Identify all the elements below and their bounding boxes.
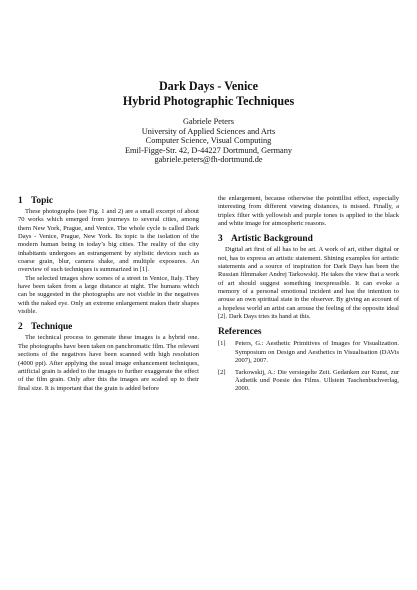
section-title: Technique (31, 322, 73, 333)
section-title: Topic (31, 196, 54, 206)
paragraph: The selected images show scenes of a street in Venice, Italy. They have been taken from a large distance at night. The humans which can be suggested in the photographs are not visible in the negatives with the naked eye. Only an extreme enlargement makes their shapes visible. (18, 274, 199, 316)
author-block (0, 117, 417, 165)
paragraph: These photographs (see Fig. 1 and 2) are a small excerpt of about 70 works which emerged from journeys to several cities, among them New York, Prague, and Venice. The whole cycle is called Dark Days - Venice, Prague, New York. Its topic is the isolation of the modern human being in today’s big cities. The reality of the city inhabitants undergoes an estrangement by stylistic devices such as coarse grain, blur, camera shake, and multiple exposures. An overview of such techniques is summarized in [1]. (18, 208, 199, 274)
reference-label: [1] (218, 340, 226, 348)
author-department: Computer Science, Visual Computing (145, 136, 272, 146)
left-column (18, 195, 199, 393)
author-name: Gabriele Peters (183, 117, 234, 126)
reference-text: Tarkowskij, A.: Die versiegelte Zeit. Gedanken zur Kunst, zur Ästhetik und Poesie des Films. Ullstein Taschenbuchverlag, 2000. (235, 368, 399, 393)
section-number: 3 (218, 234, 223, 245)
section-heading (218, 233, 399, 245)
section-number: 2 (18, 322, 23, 333)
section-number: 1 (18, 196, 23, 206)
section-heading (18, 195, 199, 207)
author-address: Emil-Figge-Str. 42, D-44227 Dortmund, Germany (124, 145, 293, 155)
paragraph: Digital art first of all has to be art. A work of art, either digital or not, has to express an artistic statement. Shining examples for artistic statements and a source of inspiration for Dark Days has been the Russian filmmaker Andrej Tarkowskij. He takes the view that a work of art should suggest something inexpressible. It can evoke a memory of a personal emotional incident and has the intention to arouse an own spiritual state in the observer. By giving an account of a hopeless world an artist can arouse the feeling of the opposite ideal [2]. Dark Days tries its hand at this. (218, 246, 399, 321)
author-affiliation: University of Applied Sciences and Arts (141, 126, 276, 136)
section-title: Artistic Background (231, 234, 313, 245)
paragraph-continued: the enlargement, because otherwise the pointillist effect, especially interesting from different viewing distances, is missed. Finally, a triplex filter with yellowish and purple tones is applied to the black and white image for atmospheric reasons. (218, 195, 399, 228)
right-column (218, 195, 399, 397)
reference-text: Peters, G.: Aesthetic Primitives of Images for Visualization. Symposium on Design and Aesthetics in Visualisation (DAVis 2007), 2007. (235, 340, 399, 365)
title-line-2: Hybrid Photographic Techniques (122, 94, 295, 108)
section-heading (18, 321, 199, 333)
author-email: gabriele.peters@fh-dortmund.de (154, 155, 263, 165)
references-heading: References (218, 327, 262, 338)
paper-title (0, 79, 417, 109)
reference-item (218, 340, 399, 365)
reference-label: [2] (218, 368, 226, 376)
paragraph: The technical process to generate these images is a hybrid one. The photographs have been taken on panchromatic film. The relevant sections of the negatives have been scanned with high resolution (4000 ppi). After applying the usual image enhancement techniques, artificial grain is added to the images to further exaggerate the effect of the film grain. Only after this the images are scaled up to their final size. It is important that the grain is added before (18, 334, 199, 392)
title-line-1: Dark Days - Venice (158, 79, 259, 93)
reference-item (218, 369, 399, 394)
